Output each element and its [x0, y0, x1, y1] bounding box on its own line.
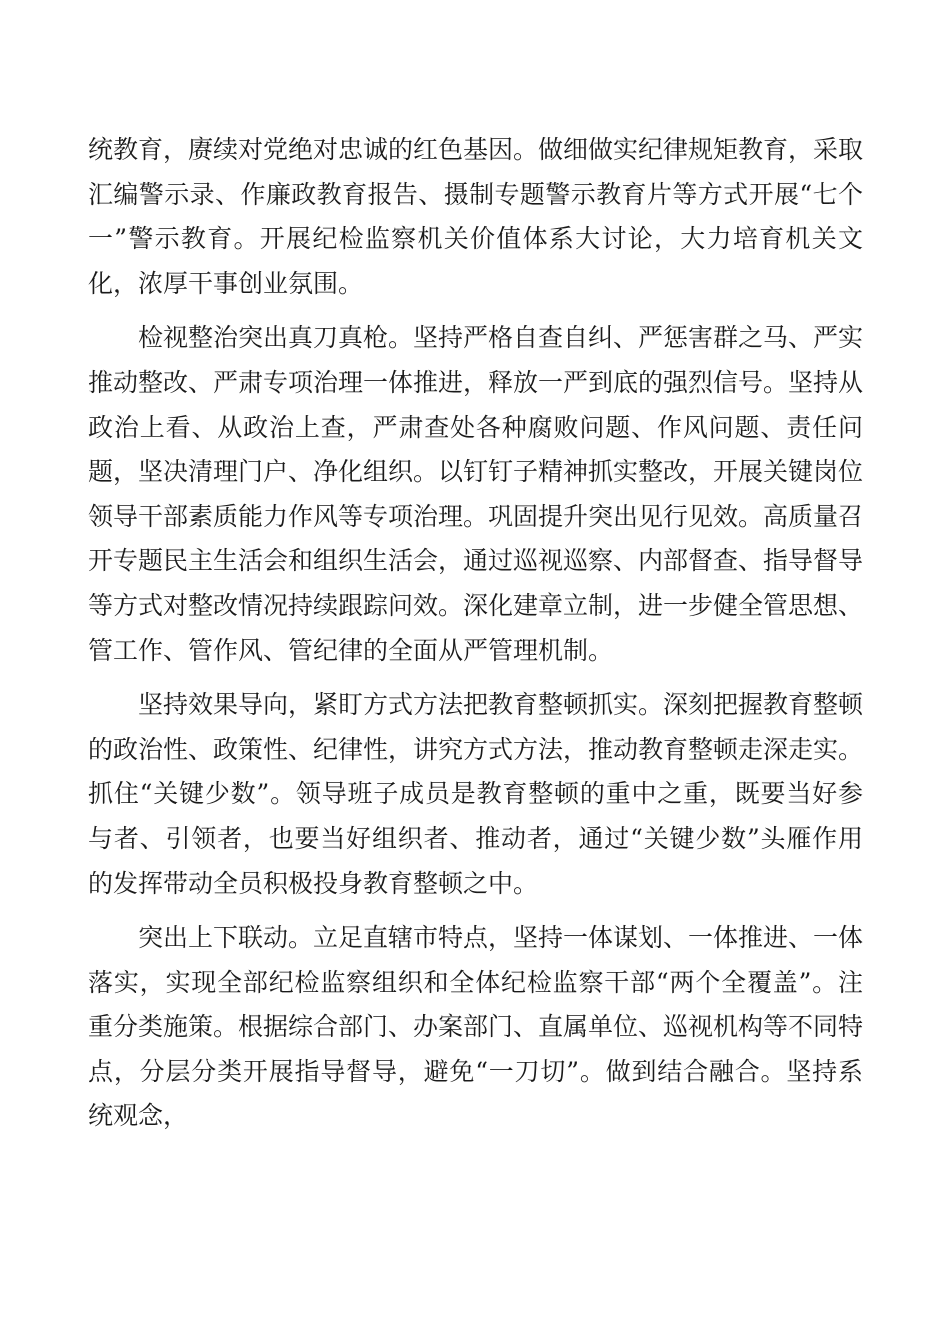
paragraph-2: 检视整治突出真刀真枪。坚持严格自查自纠、严惩害群之马、严实推动整改、严肃专项治理一体推进，释放一严到底的强烈信号。坚持从政治上看、从政治上查，严肃查处各种腐败问题、作风问题、责任问题，坚决清理门户、净化组织。以钉钉子精神抓实整改，开展关键岗位领导干部素质能力作风等专项治理。巩固提升突出见行见效。高质量召开专题民主生活会和组织生活会，通过巡视巡察、内部督查、指导督导等方式对整改情况持续跟踪问效。深化建章立制，进一步健全管思想、管工作、管作风、管纪律的全面从严管理机制。 — [88, 323, 864, 665]
paragraph-1: 统教育，赓续对党绝对忠诚的红色基因。做细做实纪律规矩教育，采取汇编警示录、作廉政教育报告、摄制专题警示教育片等方式开展“七个一”警示教育。开展纪检监察机关价值体系大讨论，大力培育机关文化，浓厚干事创业氛围。 — [88, 135, 864, 298]
document-body — [88, 128, 863, 1149]
paragraph-3: 坚持效果导向，紧盯方式方法把教育整顿抓实。深刻把握教育整顿的政治性、政策性、纪律性，讲究方式方法，推动教育整顿走深走实。抓住“关键少数”。领导班子成员是教育整顿的重中之重，既要当好参与者、引领者，也要当好组织者、推动者，通过“关键少数”头雁作用的发挥带动全员积极投身教育整顿之中。 — [88, 690, 864, 898]
paragraph-4: 突出上下联动。立足直辖市特点，坚持一体谋划、一体推进、一体落实，实现全部纪检监察组织和全体纪检监察干部“两个全覆盖”。注重分类施策。根据综合部门、办案部门、直属单位、巡视机构等不同特点，分层分类开展指导督导，避免“一刀切”。做到结合融合。坚持系统观念， — [88, 923, 864, 1131]
